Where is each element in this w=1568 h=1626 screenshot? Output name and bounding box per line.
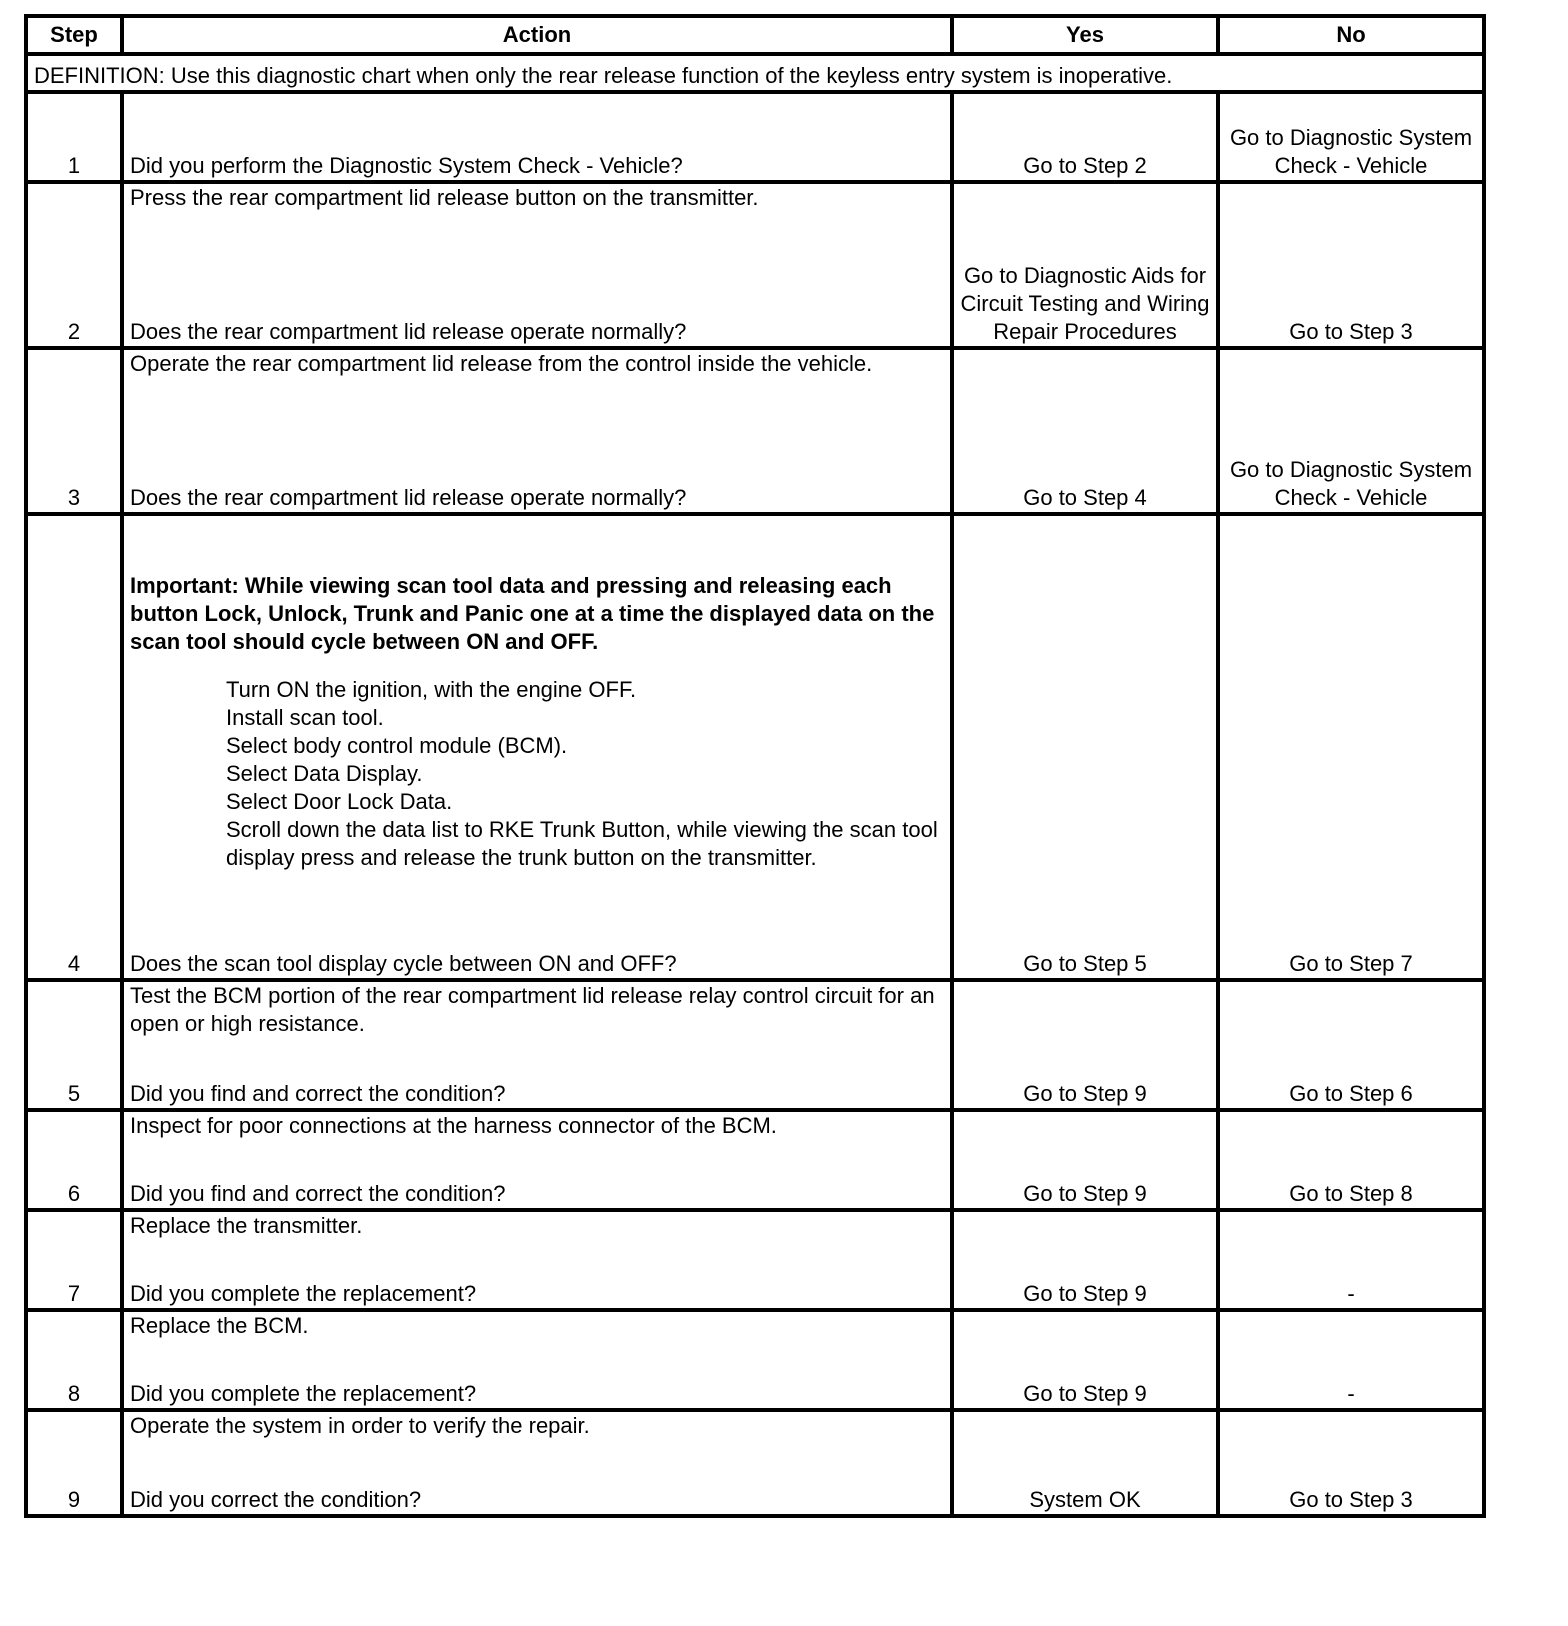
diagnostic-table xyxy=(24,14,1486,1518)
action-question: Did you complete the replacement? xyxy=(130,1281,477,1306)
no-result: Go to Step 3 xyxy=(1218,182,1484,348)
no-result: Go to Step 8 xyxy=(1218,1110,1484,1210)
action-question: Did you find and correct the condition? xyxy=(130,1181,506,1206)
step-number: 8 xyxy=(26,1310,122,1410)
action-cell xyxy=(122,1110,952,1210)
action-instruction: Operate the system in order to verify the repair. xyxy=(130,1413,590,1438)
action-cell xyxy=(122,348,952,514)
step-number: 5 xyxy=(26,980,122,1110)
no-result: Go to Diagnostic System Check - Vehicle xyxy=(1218,92,1484,182)
no-result: - xyxy=(1218,1210,1484,1310)
action-instruction: Replace the BCM. xyxy=(130,1313,309,1338)
substep-item: Scroll down the data list to RKE Trunk Button, while viewing the scan tool display press and release the trunk button on the transmitter. xyxy=(226,817,938,870)
header-no: No xyxy=(1218,16,1484,54)
substep-item: Install scan tool. xyxy=(226,705,384,730)
no-result: Go to Step 7 xyxy=(1218,514,1484,980)
header-row xyxy=(26,16,1484,54)
table-row xyxy=(26,1210,1484,1310)
action-instruction: Test the BCM portion of the rear compartment lid release relay control circuit for an open or high resistance. xyxy=(130,983,935,1036)
action-cell xyxy=(122,980,952,1110)
yes-result: Go to Step 4 xyxy=(952,348,1218,514)
substep-item: Select Door Lock Data. xyxy=(226,789,453,814)
header-step: Step xyxy=(26,16,122,54)
substep-item: Turn ON the ignition, with the engine OFF. xyxy=(226,677,637,702)
action-question: Did you correct the condition? xyxy=(130,1487,422,1512)
action-question: Does the rear compartment lid release operate normally? xyxy=(130,319,687,344)
definition-text: DEFINITION: Use this diagnostic chart when only the rear release function of the keyless entry system is inoperative. xyxy=(26,54,1484,92)
step-number: 6 xyxy=(26,1110,122,1210)
action-instruction: Inspect for poor connections at the harness connector of the BCM. xyxy=(130,1113,777,1138)
action-cell xyxy=(122,92,952,182)
table-row xyxy=(26,980,1484,1110)
header-yes: Yes xyxy=(952,16,1218,54)
action-cell xyxy=(122,1310,952,1410)
action-question: Does the scan tool display cycle between ON and OFF? xyxy=(130,951,677,976)
step-number: 9 xyxy=(26,1410,122,1516)
step-number: 3 xyxy=(26,348,122,514)
action-question: Did you complete the replacement? xyxy=(130,1381,477,1406)
header-action: Action xyxy=(122,16,952,54)
no-result: Go to Step 3 xyxy=(1218,1410,1484,1516)
substep-list xyxy=(130,676,944,872)
no-result: Go to Step 6 xyxy=(1218,980,1484,1110)
table-row xyxy=(26,514,1484,980)
action-instruction: Replace the transmitter. xyxy=(130,1213,363,1238)
step-number: 4 xyxy=(26,514,122,980)
action-cell xyxy=(122,1410,952,1516)
yes-result: Go to Step 9 xyxy=(952,980,1218,1110)
yes-result: System OK xyxy=(952,1410,1218,1516)
table-row xyxy=(26,182,1484,348)
no-result: Go to Diagnostic System Check - Vehicle xyxy=(1218,348,1484,514)
step-number: 7 xyxy=(26,1210,122,1310)
yes-result: Go to Diagnostic Aids for Circuit Testing and Wiring Repair Procedures xyxy=(952,182,1218,348)
action-question: Did you find and correct the condition? xyxy=(130,1081,506,1106)
yes-result: Go to Step 9 xyxy=(952,1310,1218,1410)
action-cell xyxy=(122,182,952,348)
no-result: - xyxy=(1218,1310,1484,1410)
yes-result: Go to Step 5 xyxy=(952,514,1218,980)
table-row xyxy=(26,1310,1484,1410)
step-number: 2 xyxy=(26,182,122,348)
yes-result: Go to Step 9 xyxy=(952,1210,1218,1310)
table-row xyxy=(26,348,1484,514)
step-number: 1 xyxy=(26,92,122,182)
action-cell xyxy=(122,514,952,980)
yes-result: Go to Step 9 xyxy=(952,1110,1218,1210)
action-instruction: Operate the rear compartment lid release from the control inside the vehicle. xyxy=(130,351,873,376)
table-row xyxy=(26,1110,1484,1210)
action-instruction: Did you perform the Diagnostic System Check - Vehicle? xyxy=(130,153,683,178)
action-question: Does the rear compartment lid release operate normally? xyxy=(130,485,687,510)
table-row xyxy=(26,92,1484,182)
yes-result: Go to Step 2 xyxy=(952,92,1218,182)
table-row xyxy=(26,1410,1484,1516)
action-cell xyxy=(122,1210,952,1310)
definition-row xyxy=(26,54,1484,92)
important-note: Important: While viewing scan tool data and pressing and releasing each button Lock, Unlock, Trunk and Panic one at a time the displayed data on the scan tool should cycle between ON and OFF. xyxy=(130,573,935,654)
substep-item: Select body control module (BCM). xyxy=(226,733,568,758)
substep-item: Select Data Display. xyxy=(226,761,423,786)
action-instruction: Press the rear compartment lid release button on the transmitter. xyxy=(130,185,759,210)
